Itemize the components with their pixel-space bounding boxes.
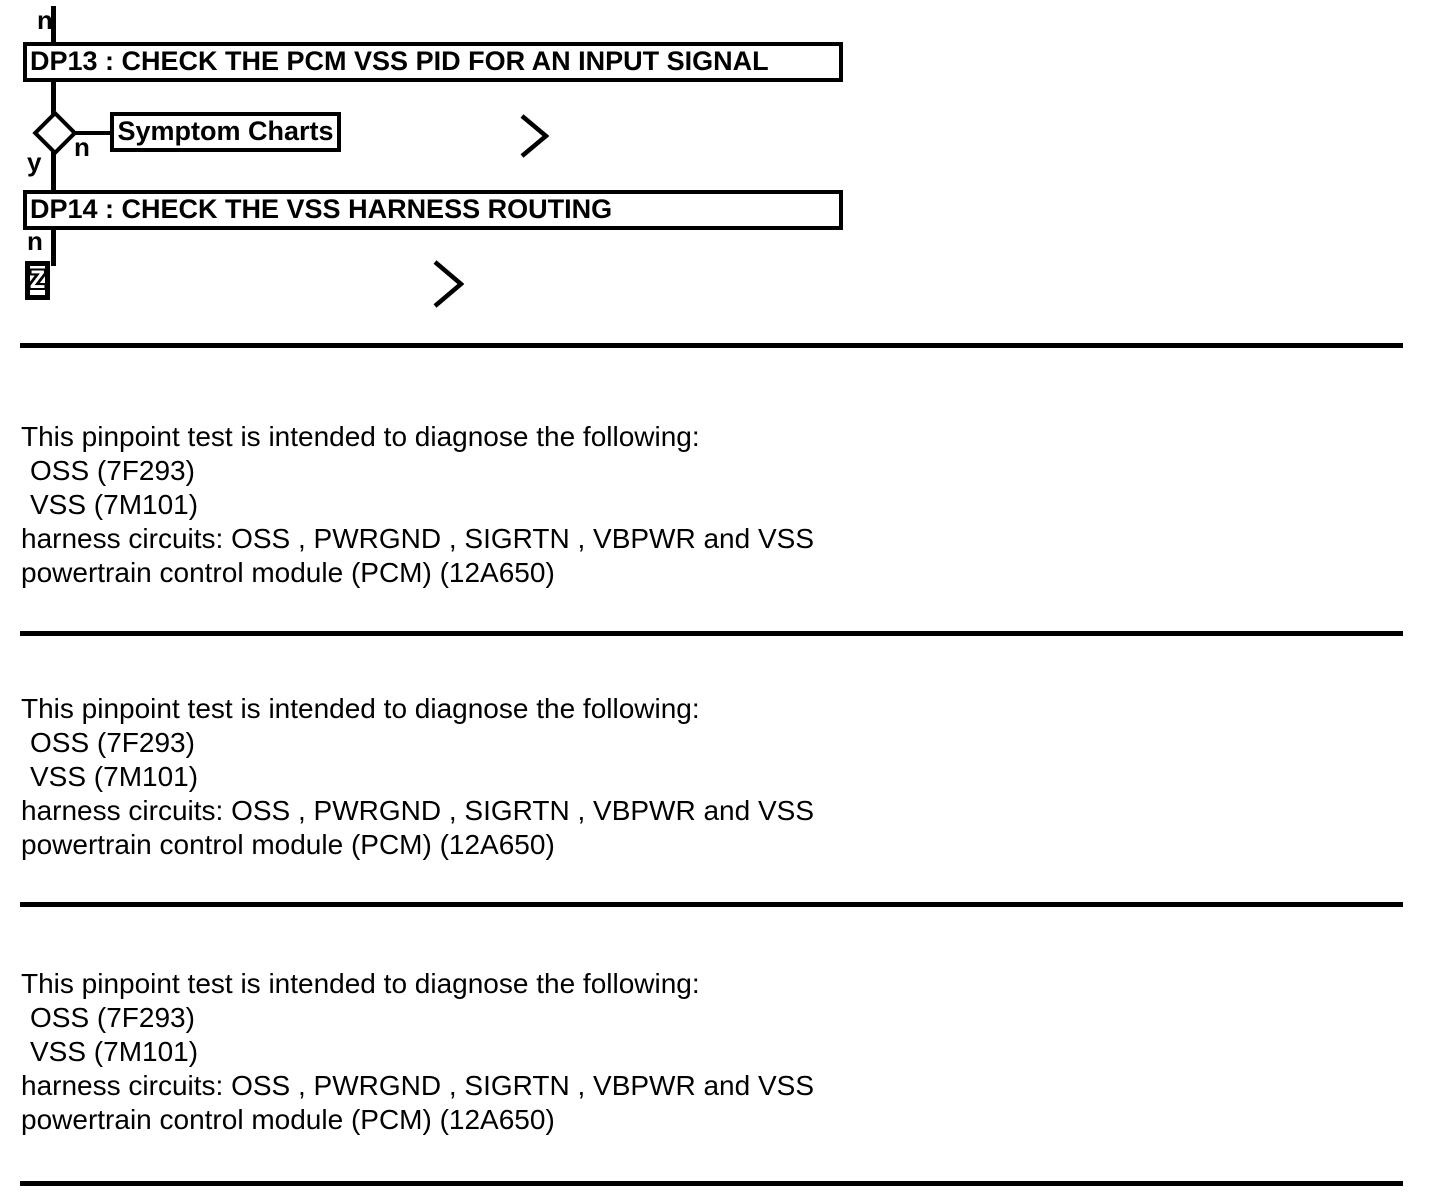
description-item-line: VSS (7M101) (30, 1036, 199, 1067)
description-line: powertrain control module (PCM) (12A650) (21, 1104, 555, 1135)
description-item-line: OSS (7F293) (30, 1002, 195, 1033)
branch-label-no: n (27, 226, 43, 256)
description-item-line: OSS (7F293) (30, 727, 195, 758)
continue-chevron-icon[interactable] (432, 259, 464, 314)
branch-label-no: n (37, 5, 53, 35)
description-item-line: OSS (7F293) (30, 455, 195, 486)
pinpoint-test-description (21, 420, 1401, 590)
flow-node-symptom-charts[interactable]: Symptom Charts (110, 112, 341, 152)
branch-label-no: n (74, 132, 90, 162)
section-divider (20, 902, 1403, 907)
description-line: harness circuits: OSS , PWRGND , SIGRTN , VBPWR and VSS (21, 1070, 815, 1101)
section-divider (20, 343, 1403, 348)
continue-chevron-icon[interactable] (519, 113, 549, 164)
description-item-line: VSS (7M101) (30, 489, 199, 520)
description-line: harness circuits: OSS , PWRGND , SIGRTN , VBPWR and VSS (21, 523, 815, 554)
description-intro-line: This pinpoint test is intended to diagnose the following: (21, 693, 700, 724)
flow-connector-z[interactable]: Z (25, 261, 50, 300)
description-item-line: VSS (7M101) (30, 761, 199, 792)
flow-node-dp13[interactable]: DP13 : CHECK THE PCM VSS PID FOR AN INPUT SIGNAL (23, 42, 843, 82)
description-line: powertrain control module (PCM) (12A650) (21, 557, 555, 588)
flow-connector-line (51, 229, 56, 266)
pinpoint-test-description (21, 692, 1401, 862)
flow-connector-line (51, 152, 56, 192)
description-intro-line: This pinpoint test is intended to diagnose the following: (21, 968, 700, 999)
section-divider (20, 631, 1403, 636)
description-intro-line: This pinpoint test is intended to diagnose the following: (21, 421, 700, 452)
branch-label-yes: y (27, 147, 42, 177)
pinpoint-test-description (21, 967, 1401, 1137)
flow-node-dp14[interactable]: DP14 : CHECK THE VSS HARNESS ROUTING (23, 190, 843, 230)
section-divider (20, 1181, 1403, 1186)
description-line: harness circuits: OSS , PWRGND , SIGRTN , VBPWR and VSS (21, 795, 815, 826)
description-line: powertrain control module (PCM) (12A650) (21, 829, 555, 860)
